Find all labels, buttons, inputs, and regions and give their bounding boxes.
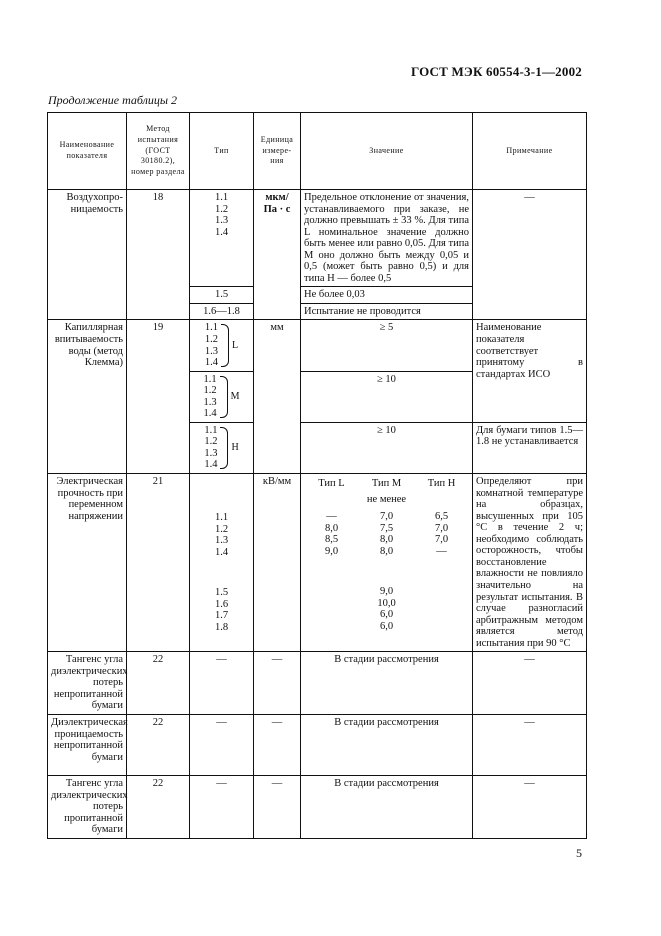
grid-value: 9,0 (379, 586, 394, 598)
row-method: 22 (127, 775, 190, 838)
type-code: 1.3 (214, 535, 229, 547)
row-value: Не более 0,03 (301, 287, 473, 304)
type-code: 1.1 (204, 322, 218, 334)
type-code: 1.1 (214, 512, 229, 524)
row-type: — (190, 652, 254, 715)
subheader-type-h: Тип H (427, 478, 456, 490)
row-method: 21 (127, 474, 190, 652)
type-group-l (190, 320, 254, 371)
row-name: Диэлектрическая проницаемость непропитанной бумаги (48, 714, 127, 775)
row-note: — (473, 775, 587, 838)
row-type: 1.6—1.8 (190, 303, 254, 320)
type-code: 1.1 (214, 192, 229, 203)
value-grid (304, 511, 469, 557)
type-code: 1.2 (204, 334, 218, 346)
row-name: Воздухопро-ницаемость (48, 190, 127, 320)
grid-value: 6,5 (434, 511, 449, 523)
type-code: 1.2 (214, 203, 229, 215)
type-code: 1.4 (204, 357, 218, 369)
document-number: ГОСТ МЭК 60554-3-1—2002 (410, 64, 582, 79)
type-group-h (190, 422, 254, 473)
grid-value: 8,5 (324, 534, 339, 546)
grid-value: 7,5 (379, 522, 394, 534)
grid-value: 7,0 (434, 522, 449, 534)
row-note: Определяют при комнатной температуре на образцах, высушенных при 105 °С в течение 2 ч; необходимо соблюдать осторожность, чтобы восстановление влажности не повлияло значительно на результат испытания. В случае разногласий арбитражным методом является метод испытания при 90 °С (473, 474, 587, 652)
type-code: 1.4 (214, 226, 229, 238)
type-code: 1.4 (214, 546, 229, 558)
type-code: 1.8 (214, 621, 229, 633)
row-method: 22 (127, 714, 190, 775)
table-row (48, 775, 587, 838)
row-unit: кВ/мм (254, 474, 301, 652)
row-value: Предельное отклонение от значения, устанавливаемого при заказе, не должно превышать ± 33 %. Для типа L номинальное значение должно быть менее или равно 0,05. Для типа M оно должно быть между 0,05 и 0,5 (может быть равно 0,5) и для типа H — более 0,5 (301, 190, 473, 287)
type-code: 1.1 (204, 424, 218, 436)
grid-value: 7,0 (379, 511, 394, 523)
table-row (48, 190, 587, 287)
grid-value: — (436, 545, 447, 557)
table-header-row (48, 113, 587, 190)
type-code: 1.2 (203, 385, 217, 397)
row-type: 1.5 (190, 287, 254, 304)
subheader-min: не менее (366, 493, 407, 505)
row-value: В стадии рассмотрения (301, 714, 473, 775)
grid-value: 10,0 (377, 597, 396, 609)
table-row (48, 714, 587, 775)
col-header-unit: Единица измере-ния (254, 113, 301, 190)
row-unit: мкм/ Па · с (254, 190, 301, 320)
row-value: В стадии рассмотрения (301, 775, 473, 838)
table-row (48, 474, 587, 652)
type-code: 1.6 (214, 598, 229, 610)
properties-table (47, 112, 587, 839)
row-unit: — (254, 714, 301, 775)
row-value (301, 474, 473, 652)
row-name: Тангенс угла диэлектрических потерь непропитанной бумаги (48, 652, 127, 715)
row-value: ≥ 10 (301, 422, 473, 473)
type-letter: L (232, 340, 239, 352)
row-types (190, 190, 254, 287)
row-type: — (190, 775, 254, 838)
col-header-type: Тип (190, 113, 254, 190)
col-header-note: Примечание (473, 113, 587, 190)
row-type: — (190, 714, 254, 775)
col-header-method: Метод испытания (ГОСТ 30180.2), номер раздела (127, 113, 190, 190)
table-row (48, 320, 587, 371)
type-code: 1.7 (214, 610, 229, 622)
row-unit: — (254, 775, 301, 838)
col-header-value: Значение (301, 113, 473, 190)
brace-icon (220, 427, 228, 469)
grid-value: 7,0 (434, 534, 449, 546)
grid-value: 8,0 (324, 522, 339, 534)
row-note: Наименование показателя соответствует принятому в стандартах ИСО (473, 320, 587, 422)
grid-value: 9,0 (324, 545, 339, 557)
type-code: 1.4 (203, 408, 217, 420)
type-letter: H (231, 442, 239, 454)
row-note: — (473, 714, 587, 775)
row-types (190, 474, 254, 652)
row-method: 22 (127, 652, 190, 715)
row-name: Электрическая прочность при переменном напряжении (48, 474, 127, 652)
row-note: — (473, 652, 587, 715)
row-method: 18 (127, 190, 190, 320)
type-code: 1.4 (204, 459, 218, 471)
row-note: — (473, 190, 587, 320)
type-code: 1.5 (214, 587, 229, 599)
type-code: 1.2 (204, 436, 218, 448)
row-value: В стадии рассмотрения (301, 652, 473, 715)
grid-value: 6,0 (379, 609, 394, 621)
table-row (48, 652, 587, 715)
grid-value: — (326, 511, 337, 523)
grid-value: 8,0 (379, 545, 394, 557)
row-value: Испытание не проводится (301, 303, 473, 320)
type-code: 1.2 (214, 523, 229, 535)
row-value: ≥ 10 (301, 371, 473, 422)
row-method: 19 (127, 320, 190, 474)
row-unit: мм (254, 320, 301, 474)
row-name: Тангенс угла диэлектрических потерь пропитанной бумаги (48, 775, 127, 838)
brace-icon (220, 376, 228, 418)
grid-value: 8,0 (379, 534, 394, 546)
type-code: 1.3 (203, 396, 217, 408)
table-caption: Продолжение таблицы 2 (48, 93, 178, 107)
row-value: ≥ 5 (301, 320, 473, 371)
subheader-type-l: Тип L (318, 478, 345, 490)
type-letter: M (230, 391, 240, 403)
type-code: 1.3 (204, 345, 218, 357)
col-header-name: Наименование показателя (48, 113, 127, 190)
grid-value: 6,0 (379, 620, 394, 632)
page-number: 5 (576, 846, 582, 860)
row-note: Для бумаги типов 1.5—1.8 не устанавливается (473, 422, 587, 473)
type-code: 1.3 (214, 215, 229, 227)
row-unit: — (254, 652, 301, 715)
brace-icon (221, 324, 229, 366)
type-code: 1.3 (204, 447, 218, 459)
type-code: 1.1 (203, 373, 217, 385)
row-name: Капиллярная впитываемость воды (метод Клемма) (48, 320, 127, 474)
type-group-m (190, 371, 254, 422)
subheader-type-m: Тип M (371, 478, 402, 490)
